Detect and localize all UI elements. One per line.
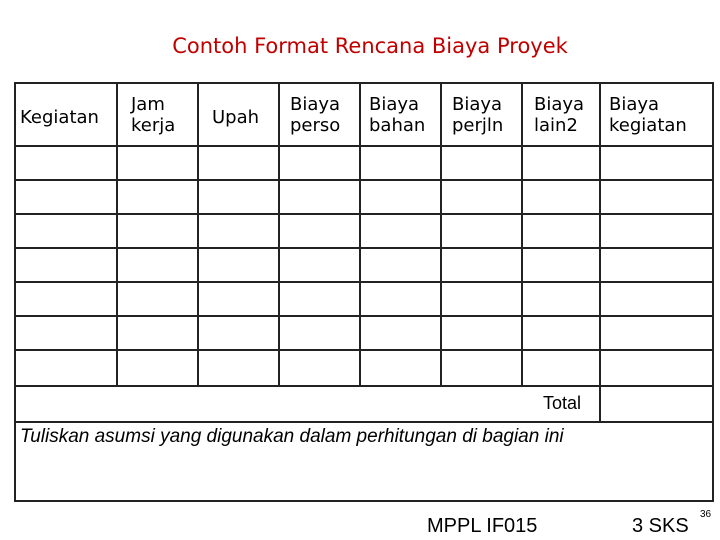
column-divider	[440, 82, 442, 386]
header-line: kegiatan	[609, 115, 687, 136]
header-line: kerja	[131, 115, 176, 136]
credits-label: 3 SKS	[632, 515, 689, 537]
column-divider	[116, 82, 118, 386]
column-divider	[521, 82, 523, 386]
row-divider	[14, 179, 714, 181]
header-line: Biaya	[452, 94, 503, 115]
row-divider	[14, 349, 714, 351]
column-divider	[359, 82, 361, 386]
header-line: Biaya	[534, 94, 585, 115]
total-row-bottom-line	[14, 421, 714, 423]
header-line: lain2	[534, 115, 578, 136]
column-divider	[599, 82, 601, 422]
header-biaya-lain2	[534, 94, 584, 136]
header-biaya-perjln	[452, 94, 503, 136]
course-code: MPPL IF015	[427, 515, 538, 537]
header-biaya-bahan	[369, 94, 425, 136]
page-title: Contoh Format Rencana Biaya Proyek	[172, 34, 568, 58]
header-row-divider	[14, 145, 714, 147]
header-upah: Upah	[212, 107, 260, 128]
page-number: 36	[700, 509, 712, 520]
row-divider	[14, 315, 714, 317]
header-line: perjln	[452, 115, 504, 136]
header-line: Biaya	[369, 94, 420, 115]
header-biaya-perso	[290, 94, 340, 136]
total-label: Total	[543, 393, 582, 413]
header-jam-kerja	[131, 94, 175, 136]
column-divider	[278, 82, 280, 386]
header-line: Jam	[131, 94, 165, 115]
row-divider	[14, 213, 714, 215]
header-line: perso	[290, 115, 341, 136]
header-kegiatan: Kegiatan	[20, 107, 99, 128]
assumptions-note: Tuliskan asumsi yang digunakan dalam perhitungan di bagian ini	[20, 426, 564, 447]
body-bottom-line	[14, 385, 714, 387]
row-divider	[14, 247, 714, 249]
header-line: Biaya	[290, 94, 341, 115]
header-biaya-kegiatan	[609, 94, 687, 136]
row-divider	[14, 281, 714, 283]
column-divider	[197, 82, 199, 386]
header-line: Biaya	[609, 94, 660, 115]
header-line: bahan	[369, 115, 426, 136]
